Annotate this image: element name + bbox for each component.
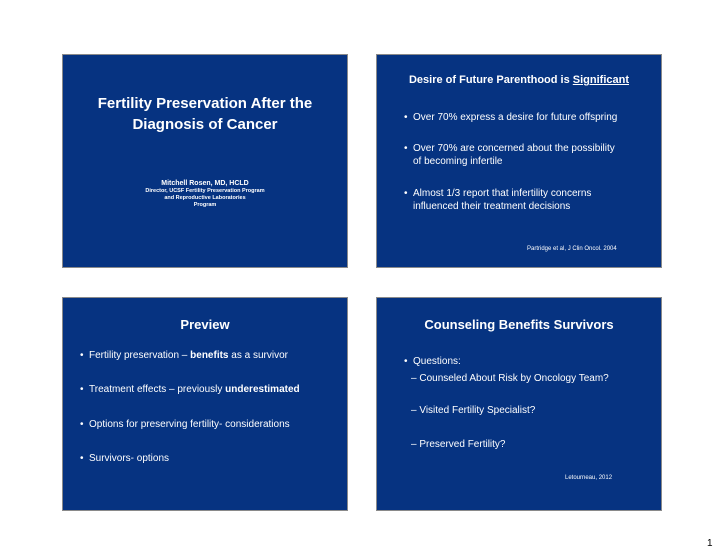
bullet-icon: • [404,143,408,154]
slide-counseling [376,297,662,511]
bullet-text: Over 70% are concerned about the possibility [413,143,615,154]
bullet-text: Survivors- options [89,453,170,464]
slide-heading: Preview [180,317,230,332]
bullet-item [80,349,288,362]
bullet-item [80,383,300,396]
page-number: 1 [707,538,713,549]
heading-emphasis: Significant [572,74,630,86]
sub-item: – Visited Fertility Specialist? [411,405,536,416]
bullet-text: of becoming infertile [413,156,503,167]
author-name: Mitchell Rosen, MD, HCLD [161,180,249,187]
bullet-text: as a survivor [228,350,288,361]
bullet-item [404,142,615,168]
title-line-2: Diagnosis of Cancer [132,116,278,133]
bullet-text: influenced their treatment decisions [413,201,571,212]
bullet-icon: • [404,356,408,367]
bullet-item [404,111,618,124]
sub-item: – Counseled About Risk by Oncology Team? [411,373,609,384]
bullet-text: Questions: [413,356,461,367]
sub-item: – Preserved Fertility? [411,439,506,450]
slide-title-heading [63,93,347,135]
affiliation-line-1: Director, UCSF Fertility Preservation Program [145,188,265,194]
bullet-text: Treatment effects – previously [89,384,226,395]
heading-prefix: Desire of Future Parenthood is [408,74,570,86]
slide-parenthood [376,54,662,268]
title-line-1: Fertility Preservation After the [97,95,313,112]
author-affiliation [63,188,347,209]
sub-item-text: Preserved Fertility? [419,439,506,450]
bullet-emphasis: underestimated [225,384,300,395]
bullet-text: Fertility preservation – [89,350,191,361]
citation: Letourneau, 2012 [565,475,613,481]
slide-heading [377,74,661,86]
bullet-item [80,418,290,431]
bullet-text: Over 70% express a desire for future offspring [413,112,618,123]
bullet-emphasis: benefits [190,350,229,361]
bullet-text: Almost 1/3 report that infertility concerns [413,188,592,199]
slide-title [62,54,348,268]
bullet-icon: • [404,188,408,199]
bullet-icon: • [80,350,84,361]
affiliation-line-2: and Reproductive Laboratories [164,195,246,201]
bullet-item [404,187,592,213]
citation: Partridge et al, J Clin Oncol. 2004 [527,246,617,252]
sub-item-text: Visited Fertility Specialist? [419,405,536,416]
affiliation-line-3: Program [193,202,217,208]
bullet-icon: • [80,419,84,430]
sub-item-text: Counseled About Risk by Oncology Team? [419,373,609,384]
bullet-icon: • [80,384,84,395]
bullet-icon: • [80,453,84,464]
slide-preview [62,297,348,511]
bullet-text: Options for preserving fertility- considerations [89,419,290,430]
bullet-icon: • [404,112,408,123]
slide-heading: Counseling Benefits Survivors [424,317,614,332]
bullet-item [80,452,170,465]
bullet-item [404,355,461,368]
